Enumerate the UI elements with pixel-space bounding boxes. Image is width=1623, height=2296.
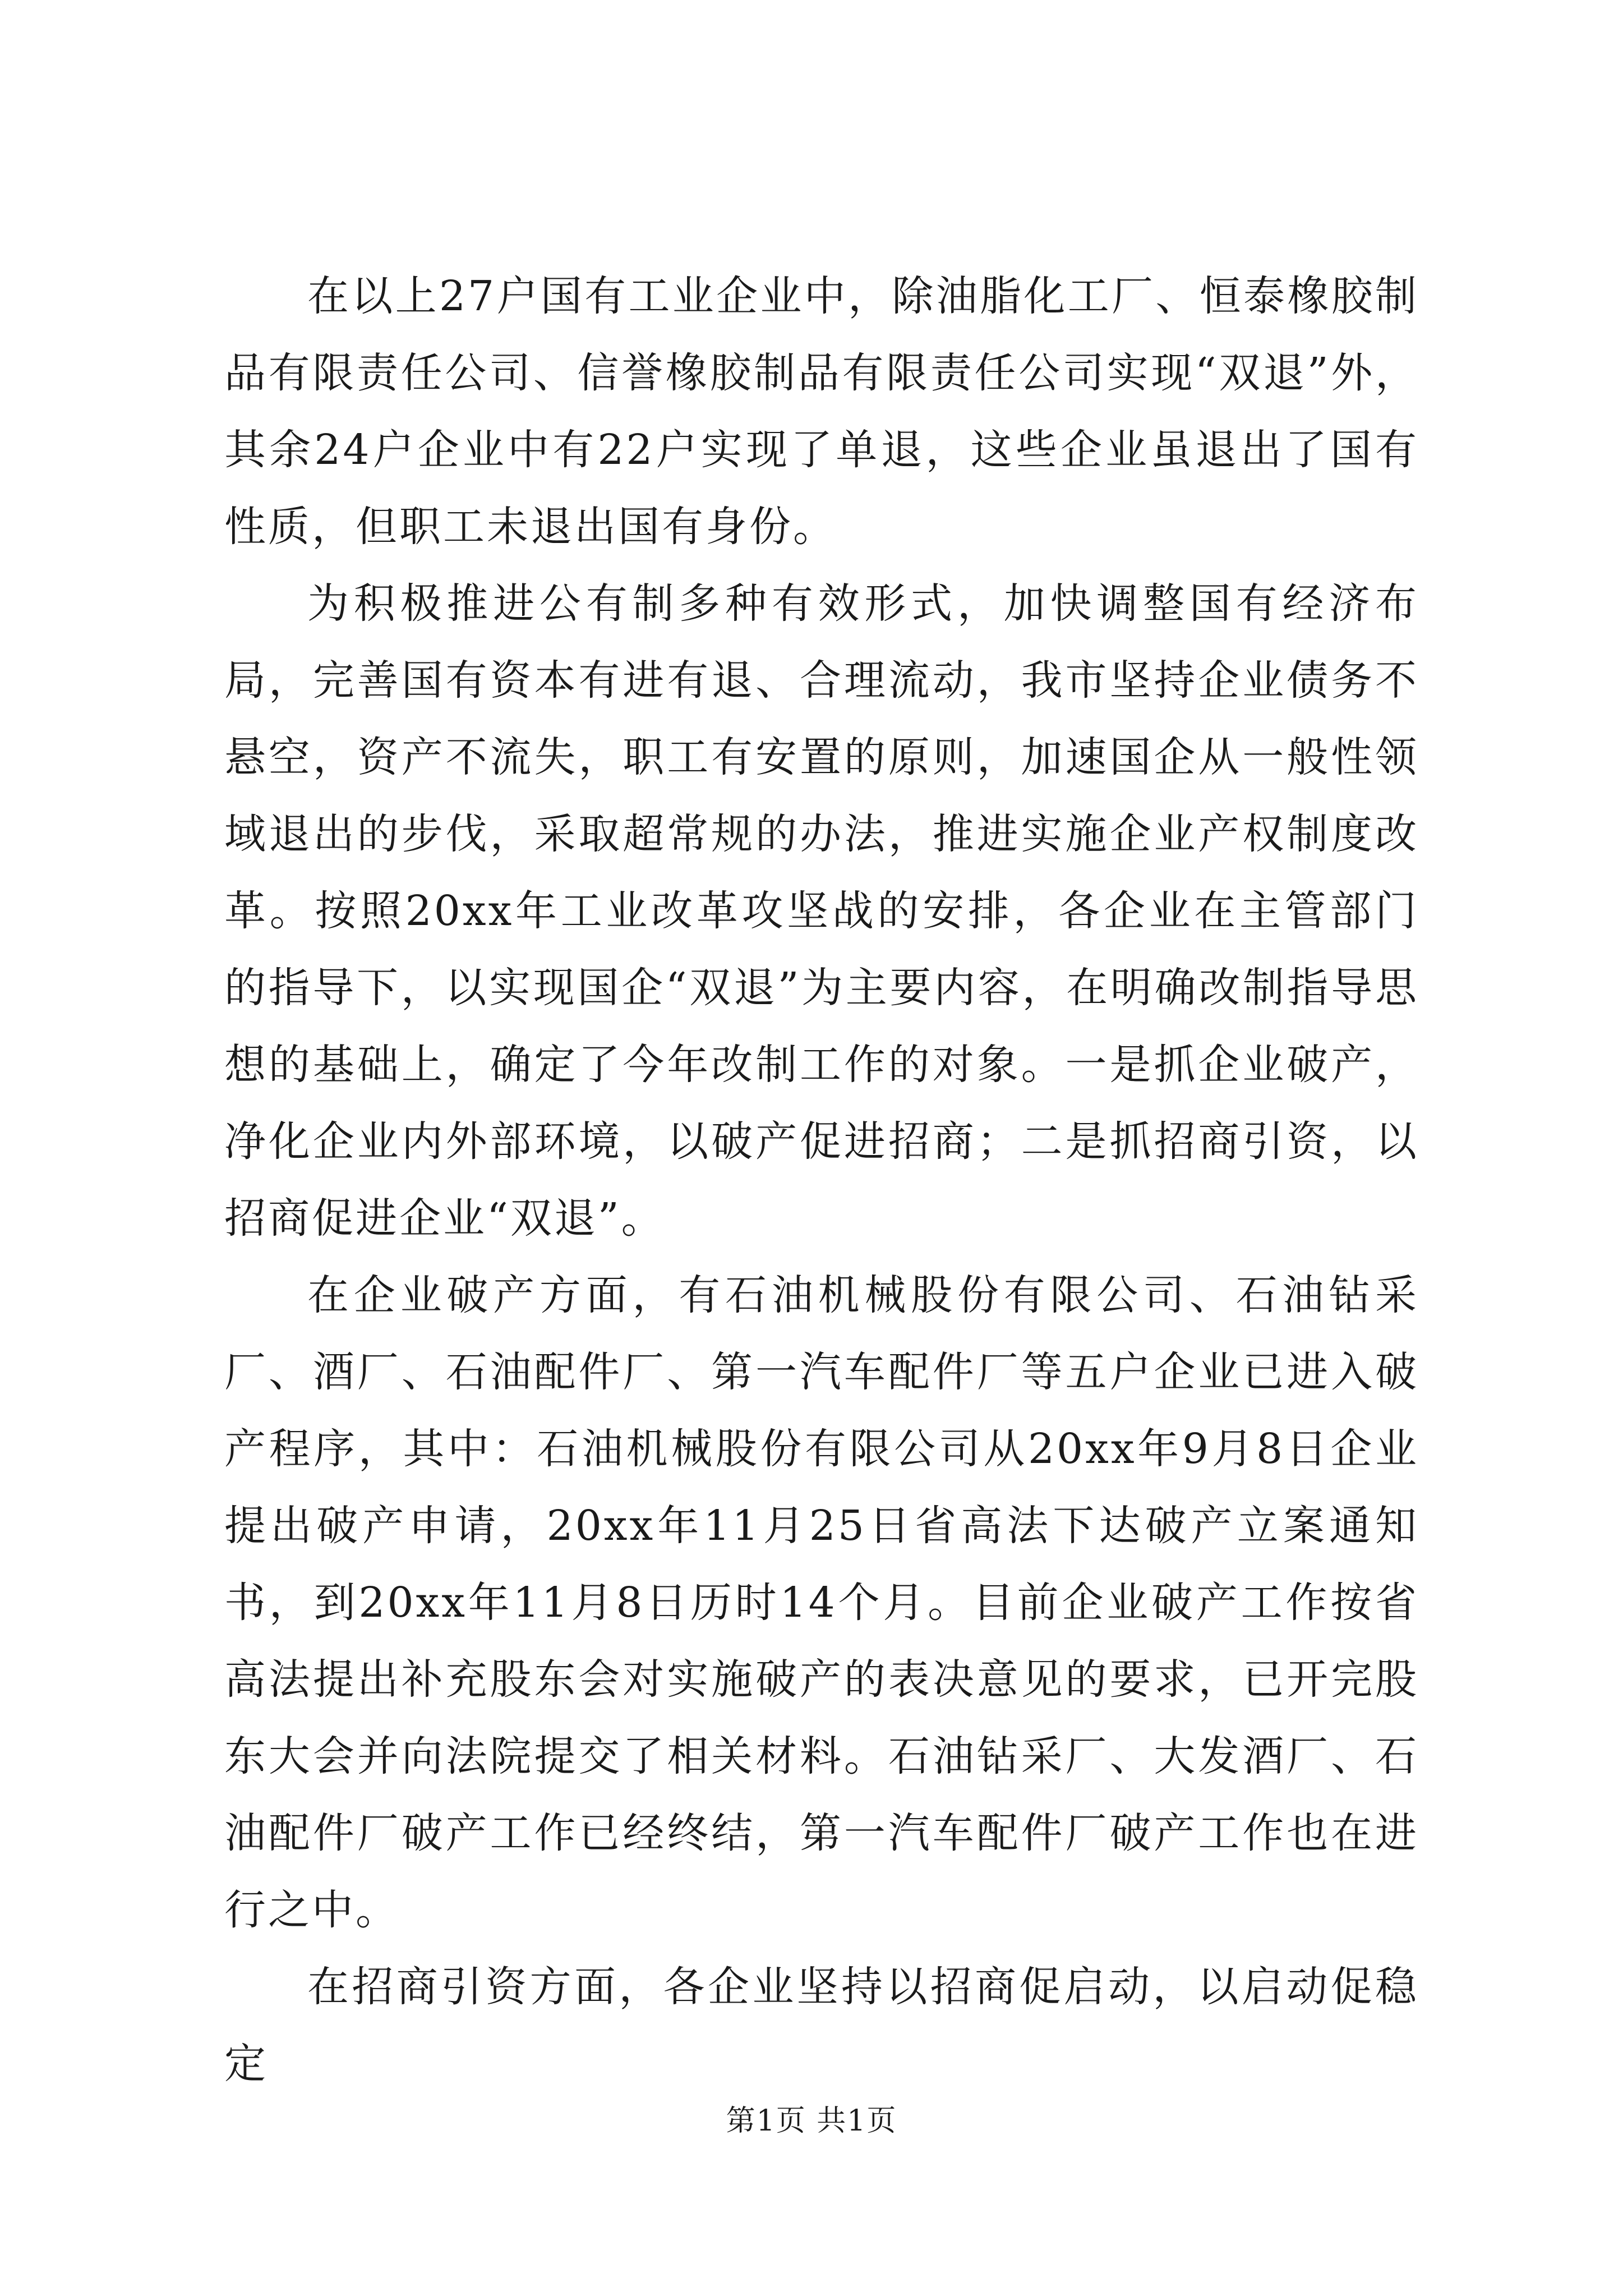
- page-footer: 第1页 共1页: [726, 2104, 897, 2138]
- paragraph: 在招商引资方面，各企业坚持以招商促启动，以启动促稳定: [224, 1963, 1419, 2088]
- paragraph: 在企业破产方面，有石油机械股份有限公司、石油钻采厂、酒厂、石油配件厂、第一汽车配件厂等五户企业已进入破产程序，其中：石油机械股份有限公司从20xx年9月8日企业提出破产申请，20xx年11月25日省高法下达破产立案通知书，到20xx年11月8日历时14个月。目前企业破产工作按省高法提出补充股东会对实施破产的表决意见的要求，已开完股东大会并向法院提交了相关材料。石油钻采厂、大发酒厂、石油配件厂破产工作已经终结，第一汽车配件厂破产工作也在进行之中。: [224, 1271, 1419, 1934]
- paragraph: 在以上27户国有工业企业中，除油脂化工厂、恒泰橡胶制品有限责任公司、信誉橡胶制品有限责任公司实现“双退”外，其余24户企业中有22户实现了单退，这些企业虽退出了国有性质，但职工未退出国有身份。: [224, 272, 1419, 551]
- document-body: [224, 258, 1419, 2102]
- paragraph: 为积极推进公有制多种有效形式，加快调整国有经济布局，完善国有资本有进有退、合理流动，我市坚持企业债务不悬空，资产不流失，职工有安置的原则，加速国企从一般性领域退出的步伐，采取超常规的办法，推进实施企业产权制度改革。按照20xx年工业改革攻坚战的安排，各企业在主管部门的指导下，以实现国企“双退”为主要内容，在明确改制指导思想的基础上，确定了今年改制工作的对象。一是抓企业破产，净化企业内外部环境，以破产促进招商；二是抓招商引资，以招商促进企业“双退”。: [224, 579, 1419, 1243]
